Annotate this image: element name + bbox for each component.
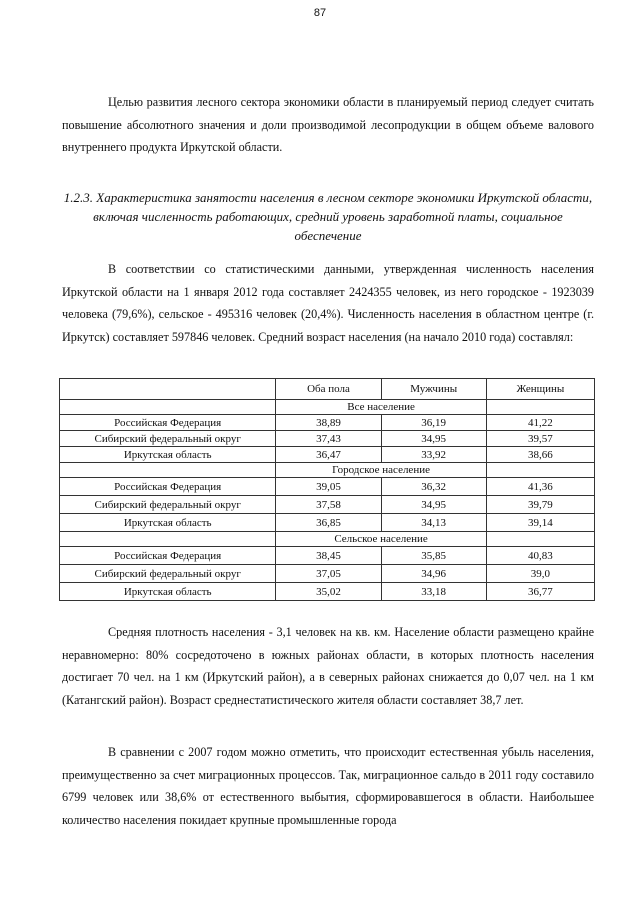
value-cell: 39,05 <box>276 478 381 496</box>
value-cell: 38,45 <box>276 547 381 565</box>
table-row <box>60 565 595 583</box>
section-heading: 1.2.3. Характеристика занятости населения в лесном секторе экономики Иркутской области, включая численность работающих, средний уровень заработной платы, социальное обеспечение <box>63 190 593 243</box>
region-cell: Российская Федерация <box>60 547 276 565</box>
region-cell: Сибирский федеральный округ <box>60 496 276 514</box>
paragraph-population-stats: В соответствии со статистическими данными, утвержденная численность населения Иркутской области на 1 января 2012 года составляет 2424355 человек, из него городское - 1923039 человека (79,6%), сельское - 495316 человек (20,4%). Численность населения в областном центре (г. Иркутск) составляет 597846 человек. Средний возраст населения (на начало 2010 года) составлял: <box>62 262 594 344</box>
header-women: Женщины <box>486 379 594 400</box>
value-cell: 37,43 <box>276 431 381 447</box>
table-row <box>60 514 595 532</box>
table-row <box>60 478 595 496</box>
table-section-row <box>60 400 595 415</box>
header-men: Мужчины <box>381 379 486 400</box>
table-section-row <box>60 532 595 547</box>
table-row <box>60 547 595 565</box>
table-header-row <box>60 379 595 400</box>
value-cell: 33,92 <box>381 447 486 463</box>
value-cell: 41,36 <box>486 478 594 496</box>
value-cell: 34,95 <box>381 496 486 514</box>
page-number: 87 <box>313 7 327 19</box>
section-title-urban: Городское население <box>276 463 486 478</box>
section-title-rural: Сельское население <box>276 532 486 547</box>
value-cell: 35,85 <box>381 547 486 565</box>
table-row <box>60 415 595 431</box>
paragraph-migration: В сравнении с 2007 годом можно отметить, что происходит естественная убыль населения, преимущественно за счет миграционных процессов. Так, миграционное сальдо в 2011 году составило 6799 человек или 38,6% от естественного выбытия, сформировавшегося в области. Наибольшее количество населения покидает крупные промышленные города <box>62 745 594 827</box>
value-cell: 36,85 <box>276 514 381 532</box>
value-cell: 36,47 <box>276 447 381 463</box>
value-cell: 38,66 <box>486 447 594 463</box>
value-cell: 34,95 <box>381 431 486 447</box>
paragraph-forest-sector-goal: Целью развития лесного сектора экономики области в планируемый период следует считать повышение абсолютного значения и доли производимой лесопродукции в общем объеме валового внутреннего продукта Иркутской области. <box>62 95 594 155</box>
region-cell: Иркутская область <box>60 514 276 532</box>
paragraph-population-density: Средняя плотность населения - 3,1 человек на кв. км. Население области размещено крайне неравномерно: 80% сосредоточено в южных районах области, в которых плотность населения достигает 70 чел. на 1 км (Иркутский район), а в северных районах снижается до 0,07 чел. на 1 км (Катангский район). Возраст среднестатистического жителя области составляет 38,7 лет. <box>62 625 594 707</box>
section-title-all: Все население <box>276 400 486 415</box>
header-region <box>60 379 276 400</box>
value-cell: 37,58 <box>276 496 381 514</box>
region-cell: Сибирский федеральный округ <box>60 565 276 583</box>
value-cell: 39,79 <box>486 496 594 514</box>
table-section-row <box>60 463 595 478</box>
value-cell: 38,89 <box>276 415 381 431</box>
value-cell: 36,32 <box>381 478 486 496</box>
value-cell: 39,57 <box>486 431 594 447</box>
region-cell: Сибирский федеральный округ <box>60 431 276 447</box>
value-cell: 39,0 <box>486 565 594 583</box>
region-cell: Иркутская область <box>60 583 276 601</box>
average-age-table <box>59 378 595 601</box>
region-cell: Российская Федерация <box>60 478 276 496</box>
value-cell: 36,77 <box>486 583 594 601</box>
table-row <box>60 447 595 463</box>
value-cell: 39,14 <box>486 514 594 532</box>
header-both-sexes: Оба пола <box>276 379 381 400</box>
value-cell: 35,02 <box>276 583 381 601</box>
value-cell: 37,05 <box>276 565 381 583</box>
table-row <box>60 496 595 514</box>
value-cell: 34,96 <box>381 565 486 583</box>
value-cell: 41,22 <box>486 415 594 431</box>
value-cell: 36,19 <box>381 415 486 431</box>
value-cell: 33,18 <box>381 583 486 601</box>
table-row <box>60 583 595 601</box>
value-cell: 40,83 <box>486 547 594 565</box>
region-cell: Иркутская область <box>60 447 276 463</box>
value-cell: 34,13 <box>381 514 486 532</box>
region-cell: Российская Федерация <box>60 415 276 431</box>
table-row <box>60 431 595 447</box>
